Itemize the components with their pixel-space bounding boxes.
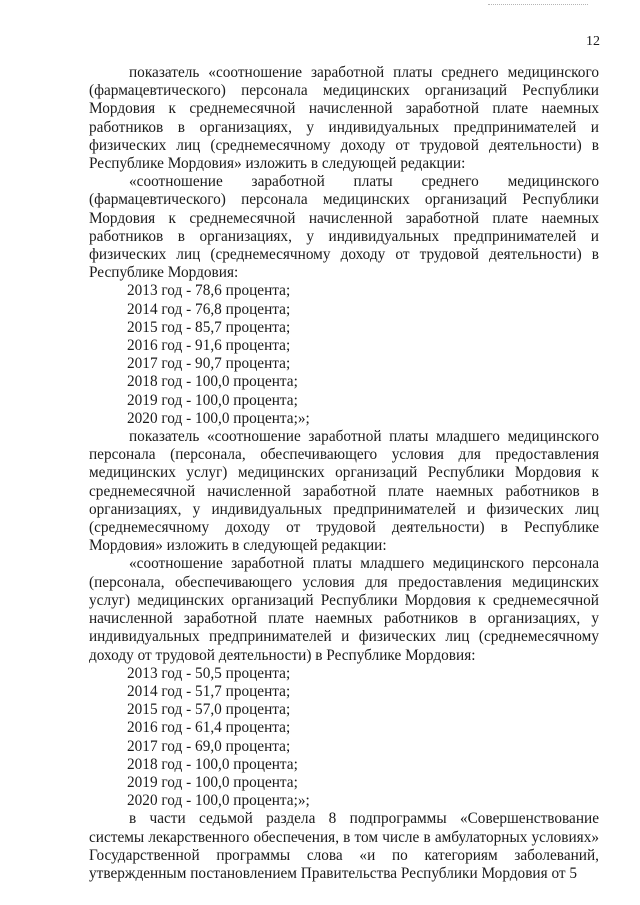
page-number: 12 bbox=[586, 34, 600, 49]
list-item: 2018 год - 100,0 процента; bbox=[127, 373, 298, 391]
paragraph-indicator-nurses: показатель «соотношение заработной платы среднего медицинского (фармацевтического) персонала медицинских организаций Республики Мордовия к среднемесячной начисленной заработной плате наемных работников в организациях, у индивидуальных предпринимателей и физических лиц (среднемесячному доходу от трудовой деятельности) в Республике Мордовия» изложить в следующей редакции: bbox=[89, 64, 599, 173]
paragraph-section-8-amendment: в части седьмой раздела 8 подпрограммы «Совершенствование системы лекарственного обеспечения, в том числе в амбулаторных условиях» Государственной программы слова «и по категориям заболеваний, утвержденным постановлением Правительства Республики Мордовия от 5 bbox=[89, 810, 599, 882]
list-item: 2020 год - 100,0 процента;»; bbox=[127, 409, 310, 427]
list-item: 2019 год - 100,0 процента; bbox=[127, 773, 298, 791]
paragraph-new-wording-nurses: «соотношение заработной платы среднего медицинского (фармацевтического) персонала медицинских организаций Республики Мордовия к среднемесячной начисленной заработной плате наемных работников в организациях, у индивидуальных предпринимателей и физических лиц (среднемесячному доходу от трудовой деятельности) в Республике Мордовия: bbox=[89, 173, 599, 282]
values-list-nurses bbox=[89, 282, 599, 428]
scan-artifact bbox=[488, 4, 588, 9]
list-item: 2016 год - 91,6 процента; bbox=[127, 337, 291, 355]
document-body bbox=[89, 64, 599, 883]
list-item: 2017 год - 90,7 процента; bbox=[127, 355, 291, 373]
list-item: 2020 год - 100,0 процента;»; bbox=[127, 792, 310, 810]
list-item: 2013 год - 50,5 процента; bbox=[127, 664, 291, 682]
list-item: 2016 год - 61,4 процента; bbox=[127, 719, 291, 737]
list-item: 2019 год - 100,0 процента; bbox=[127, 391, 298, 409]
list-item: 2015 год - 57,0 процента; bbox=[127, 701, 291, 719]
paragraph-new-wording-junior-staff: «соотношение заработной платы младшего медицинского персонала (персонала, обеспечивающего условия для предоставления медицинских услуг) медицинских организаций Республики Мордовия к среднемесячной начисленной заработной плате наемных работников в организациях, у индивидуальных предпринимателей и физических лиц (среднемесячному доходу от трудовой деятельности) в Республике Мордовия: bbox=[89, 555, 599, 664]
paragraph-indicator-junior-staff: показатель «соотношение заработной платы младшего медицинского персонала (персонала, обеспечивающего условия для предоставления медицинских услуг) медицинских организаций Республики Мордовия к среднемесячной начисленной заработной плате наемных работников в организациях, у индивидуальных предпринимателей и физических лиц (среднемесячному доходу от трудовой деятельности) в Республике Мордовия» изложить в следующей редакции: bbox=[89, 428, 599, 555]
list-item: 2017 год - 69,0 процента; bbox=[127, 737, 291, 755]
list-item: 2014 год - 76,8 процента; bbox=[127, 300, 291, 318]
list-item: 2014 год - 51,7 процента; bbox=[127, 682, 291, 700]
list-item: 2015 год - 85,7 процента; bbox=[127, 318, 291, 336]
values-list-junior-staff bbox=[89, 665, 599, 811]
list-item: 2013 год - 78,6 процента; bbox=[127, 282, 291, 300]
list-item: 2018 год - 100,0 процента; bbox=[127, 755, 298, 773]
